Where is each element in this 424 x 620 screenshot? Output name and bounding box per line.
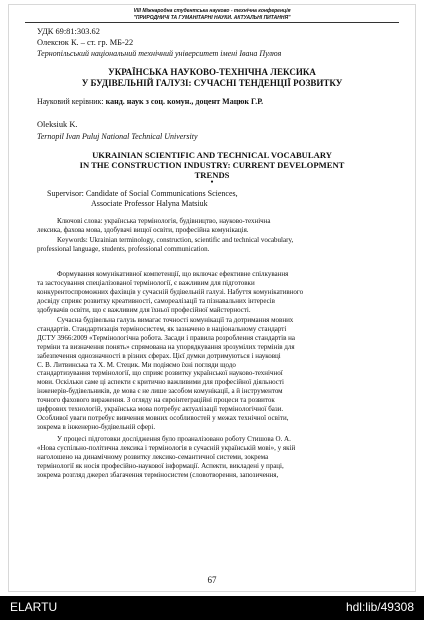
paragraph-2-line: Сучасна будівельна галузь вимагає точності комунікації та дотримання мовних (57, 316, 294, 324)
conference-header-line2: "ПРИРОДНИЧІ ТА ГУМАНІТАРНІ НАУКИ. АКТУАЛЬНІ ПИТАННЯ" (133, 14, 291, 21)
handle-link[interactable]: hdl:lib/49308 (345, 600, 414, 614)
supervisor-ua-label: Науковий керівник: (37, 97, 106, 106)
header-rule (25, 22, 399, 23)
paragraph-3 (37, 435, 389, 480)
title-ua-line1: УКРАЇНСЬКА НАУКОВО-ТЕХНІЧНА ЛЕКСИКА (108, 67, 316, 77)
paragraph-3-line: наголошено на динамічному розвитку лексико-семантичної системи, зокрема (37, 452, 269, 461)
paragraph-3-line: У процесі підготовки дослідження було проаналізовано роботу Стишова О. А. (57, 435, 291, 443)
paragraph-2-line: зокрема в інженерно-будівельній сфері. (37, 422, 156, 431)
title-ua (9, 67, 415, 89)
repository-footer (0, 596, 424, 620)
paragraph-2-line: цифрових технологій, українська мова потребує актуалізації термінологічної бази. (37, 405, 284, 414)
udc-code: УДК 69:81:303.62 (37, 27, 100, 36)
paragraph-2 (37, 316, 389, 432)
title-en-line2: IN THE CONSTRUCTION INDUSTRY: CURRENT DEVELOPMENT (79, 160, 345, 170)
supervisor-en (47, 189, 238, 209)
keywords-ua-line2: лексика, фахова мова, здобувачі вищої освіти, професійна комунікація. (37, 225, 249, 234)
paragraph-1-line: Формування комунікативної компетенції, що включає ефективне спілкування (57, 270, 289, 278)
paragraph-2-line: С. В. Литвинська та Х. М. Стецик. Ми подіяємо їхні погляди щодо (37, 360, 236, 369)
paragraph-1-line: та застосування спеціалізованої термінології, є важливим для підготовки (37, 278, 255, 287)
paragraph-2-line: інженерів-будівельників, де мова є не лише засобом комунікації, а й інструментом (37, 387, 283, 396)
paragraph-1 (37, 270, 389, 315)
keywords-en (37, 236, 389, 254)
conference-header (49, 8, 375, 21)
keywords-ua (37, 217, 389, 235)
paragraph-2-line: Особливої уваги потребує вивчення мовних особливостей у межах технічної освіти, (37, 413, 289, 422)
paragraph-2-line: забезпечення однозначності в різних сферах. Цієї думки дотримуються і науковці (37, 351, 281, 360)
supervisor-en-line2: Associate Professor Halyna Matsiuk (91, 199, 208, 208)
affiliation-en: Ternopil Ivan Puluj National Technical University (37, 132, 198, 141)
supervisor-ua-name: канд. наук з соц. комун., доцент Мацюк Г.Р. (105, 97, 264, 106)
paragraph-1-line: досвіду сприяє розвитку креативності, самореалізації та пізнавальних інтересів (37, 296, 275, 305)
author-en: Oleksiuk K. (37, 120, 78, 129)
author-ua: Олексюк К. – ст. гр. МБ-22 (37, 38, 134, 47)
affiliation-ua: Тернопільський національний технічний університет імені Івана Пулюя (37, 49, 282, 58)
title-en-line3: TRENDS (194, 170, 230, 180)
paragraph-2-line: ДСТУ 3966:2009 «Термінологічна робота. Засади і правила розроблення стандартів на (37, 333, 296, 342)
supervisor-en-line1: Supervisor: Candidate of Social Communications Sciences, (47, 189, 238, 198)
title-ua-line2: У БУДІВЕЛЬНІЙ ГАЛУЗІ: СУЧАСНІ ТЕНДЕНЦІЇ РОЗВИТКУ (81, 78, 343, 88)
document-page (8, 4, 416, 592)
title-en-line1: UKRAINIAN SCIENTIFIC AND TECHNICAL VOCABULARY (92, 150, 332, 160)
supervisor-ua (37, 97, 263, 107)
paragraph-2-line: терміни та визначення понять» спрямована на упорядкування зрозумілих термінів для (37, 342, 295, 351)
repository-name: ELARTU (10, 600, 58, 614)
keywords-en-line1: Keywords: Ukrainian terminology, construction, scientific and technical vocabulary, (57, 236, 294, 244)
paragraph-1-line: конкурентоспроможних фахівців у сучасній будівельній галузі. Набуття комунікативного (37, 287, 304, 296)
bullet-icon: ● (210, 180, 214, 185)
page-number: 67 (207, 575, 217, 585)
conference-header-line1: VIII Міжнародна студентська науково - технічна конференція (133, 8, 291, 14)
paragraph-3-line: термінології як носія професійно-наукової інформації. Аспекти, викладені у праці, (37, 461, 284, 470)
keywords-en-line2: professional language, students, professional communication. (37, 244, 210, 253)
paragraph-3-line: зокрема розгляд джерел збагачення терміносистем (словотворення, запозичення, (37, 470, 279, 479)
paragraph-2-line: точного фахового вираження. З огляду на євроінтеграційні процеси та розвиток (37, 396, 275, 405)
title-en (9, 150, 415, 180)
keywords-ua-line1: Ключові слова: українська термінологія, будівництво, науково-технічна (57, 217, 271, 225)
paragraph-3-line: «Нова суспільно-політична лексика і термінологія в сучасній українській мові», у якій (37, 443, 296, 452)
paragraph-1-line: здобувачів освіти, що є важливим для їхньої професійної майстерності. (37, 305, 251, 314)
paragraph-2-line: стандартів. Стандартизація терміносистем, як зазначено в національному стандарті (37, 324, 287, 333)
paragraph-2-line: мови. Оскільки саме ці аспекти є критично важливими для професійної діяльності (37, 378, 284, 387)
paragraph-2-line: стандартизування термінології, що сприяє розвитку української науково-технічної (37, 369, 283, 378)
